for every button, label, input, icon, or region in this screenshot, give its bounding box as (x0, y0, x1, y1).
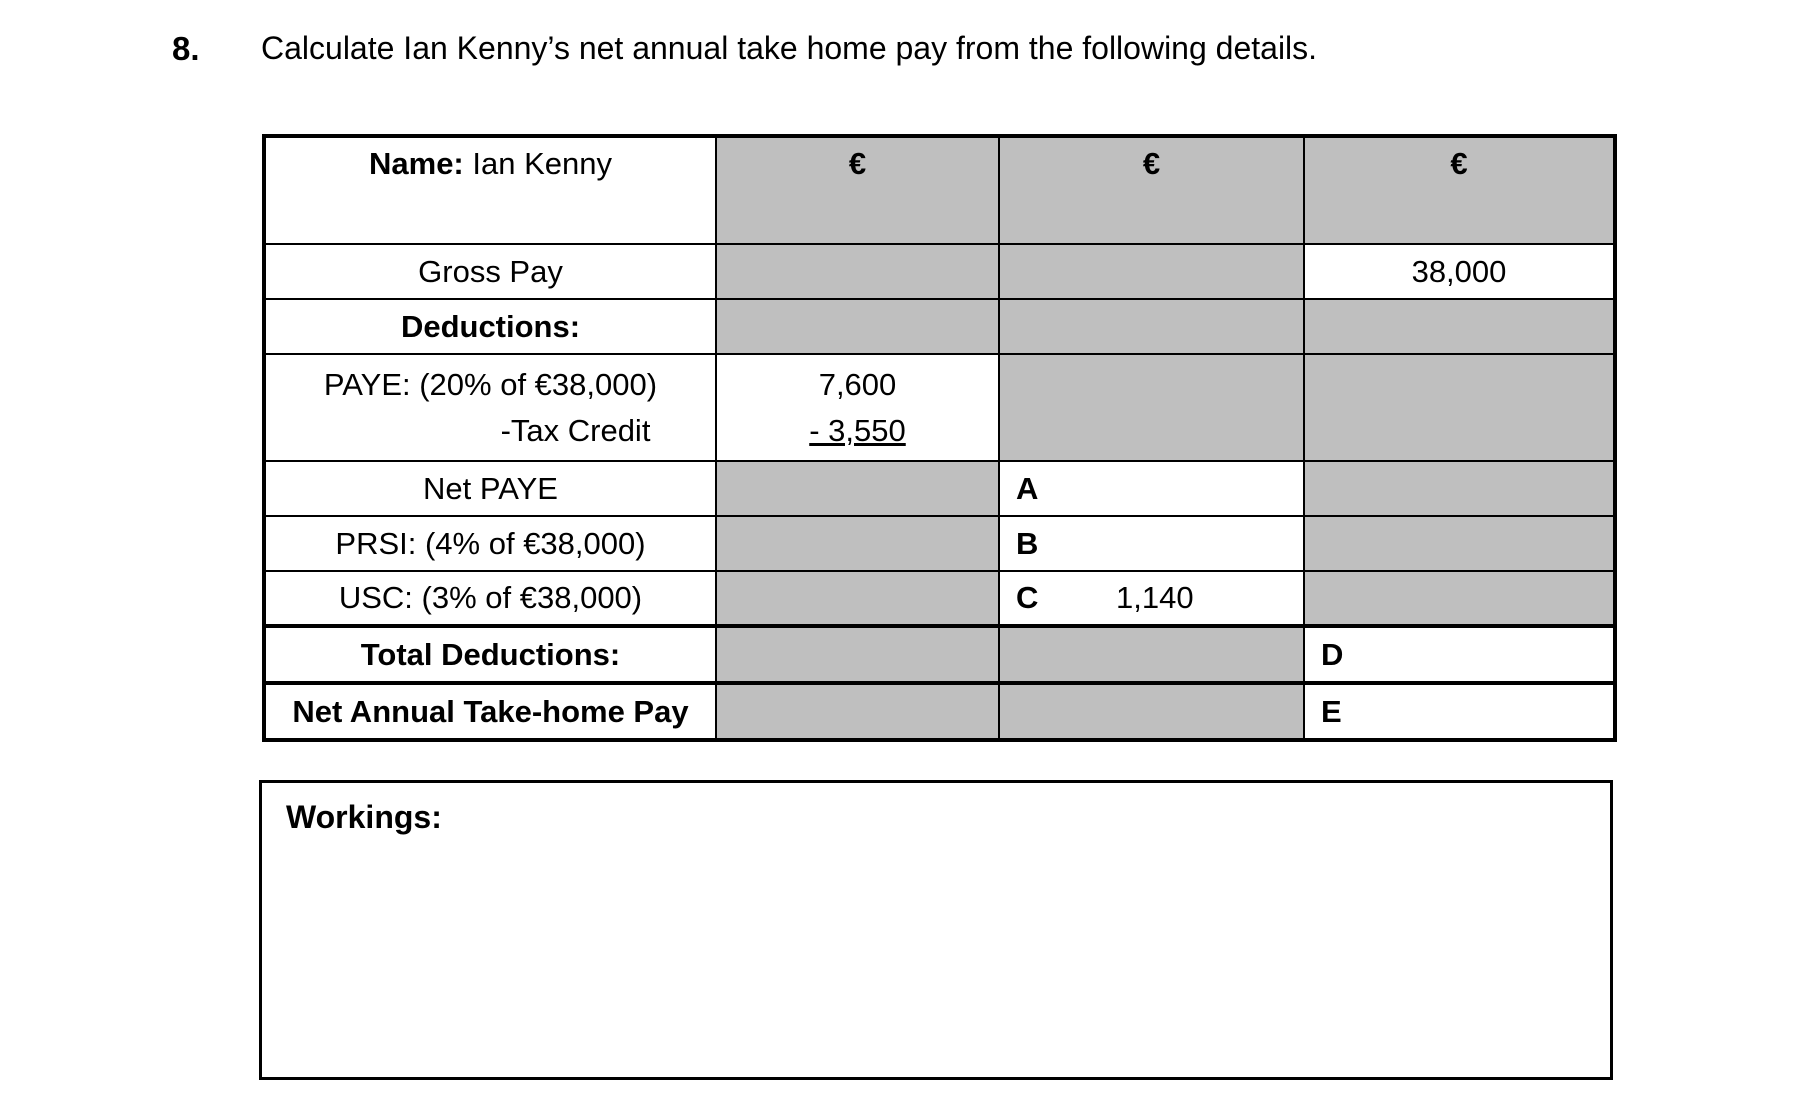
shaded-cell (1304, 299, 1615, 354)
total-deductions-row (264, 626, 1615, 683)
net-pay-label: Net Annual Take-home Pay (264, 683, 716, 740)
shaded-cell (1304, 571, 1615, 626)
usc-value: 1,140 (1116, 580, 1194, 615)
shaded-cell (716, 244, 999, 299)
answer-letter-b: B (1016, 525, 1039, 561)
shaded-cell (999, 244, 1304, 299)
gross-pay-label: Gross Pay (264, 244, 716, 299)
shaded-cell (1304, 516, 1615, 571)
shaded-cell (716, 571, 999, 626)
shaded-cell (1304, 461, 1615, 516)
usc-answer-cell[interactable] (999, 571, 1304, 626)
workings-title: Workings: (286, 799, 442, 835)
deductions-label: Deductions: (264, 299, 716, 354)
usc-label: USC: (3% of €38,000) (264, 571, 716, 626)
shaded-cell (716, 299, 999, 354)
table-header-row (264, 136, 1615, 244)
payslip-table (262, 134, 1617, 742)
paye-label: PAYE: (20% of €38,000) (323, 366, 658, 402)
currency-header-1: € (716, 136, 999, 244)
name-value: Ian Kenny (463, 146, 612, 181)
paye-label-cell (264, 354, 716, 461)
shaded-cell (716, 683, 999, 740)
prsi-answer-cell[interactable] (999, 516, 1304, 571)
shaded-cell (999, 683, 1304, 740)
net-pay-answer-cell[interactable] (1304, 683, 1615, 740)
paye-values-cell (716, 354, 999, 461)
shaded-cell (1304, 354, 1615, 461)
shaded-cell (716, 516, 999, 571)
gross-pay-row (264, 244, 1615, 299)
paye-row (264, 354, 1615, 461)
shaded-cell (999, 354, 1304, 461)
net-paye-answer-cell[interactable] (999, 461, 1304, 516)
question-text: Calculate Ian Kenny’s net annual take home pay from the following details. (261, 30, 1318, 66)
paye-value: 7,600 (818, 366, 897, 402)
shaded-cell (716, 461, 999, 516)
workings-box[interactable] (259, 780, 1613, 1080)
currency-header-2: € (999, 136, 1304, 244)
shaded-cell (999, 299, 1304, 354)
net-paye-row (264, 461, 1615, 516)
currency-header-3: € (1304, 136, 1615, 244)
tax-credit-label: -Tax Credit (500, 412, 651, 448)
name-label: Name: (369, 146, 464, 181)
question-number: 8. (172, 30, 200, 67)
tax-credit-value: - 3,550 (809, 412, 906, 448)
deductions-row (264, 299, 1615, 354)
shaded-cell (999, 626, 1304, 683)
total-deductions-label: Total Deductions: (264, 626, 716, 683)
usc-row (264, 571, 1615, 626)
answer-letter-e: E (1321, 693, 1342, 729)
answer-letter-d: D (1321, 636, 1344, 672)
shaded-cell (716, 626, 999, 683)
name-cell (264, 136, 716, 244)
prsi-label: PRSI: (4% of €38,000) (264, 516, 716, 571)
net-paye-label: Net PAYE (264, 461, 716, 516)
total-deductions-answer-cell[interactable] (1304, 626, 1615, 683)
answer-letter-c: C (1016, 580, 1039, 615)
gross-pay-value: 38,000 (1304, 244, 1615, 299)
net-pay-row (264, 683, 1615, 740)
prsi-row (264, 516, 1615, 571)
answer-letter-a: A (1016, 470, 1039, 506)
